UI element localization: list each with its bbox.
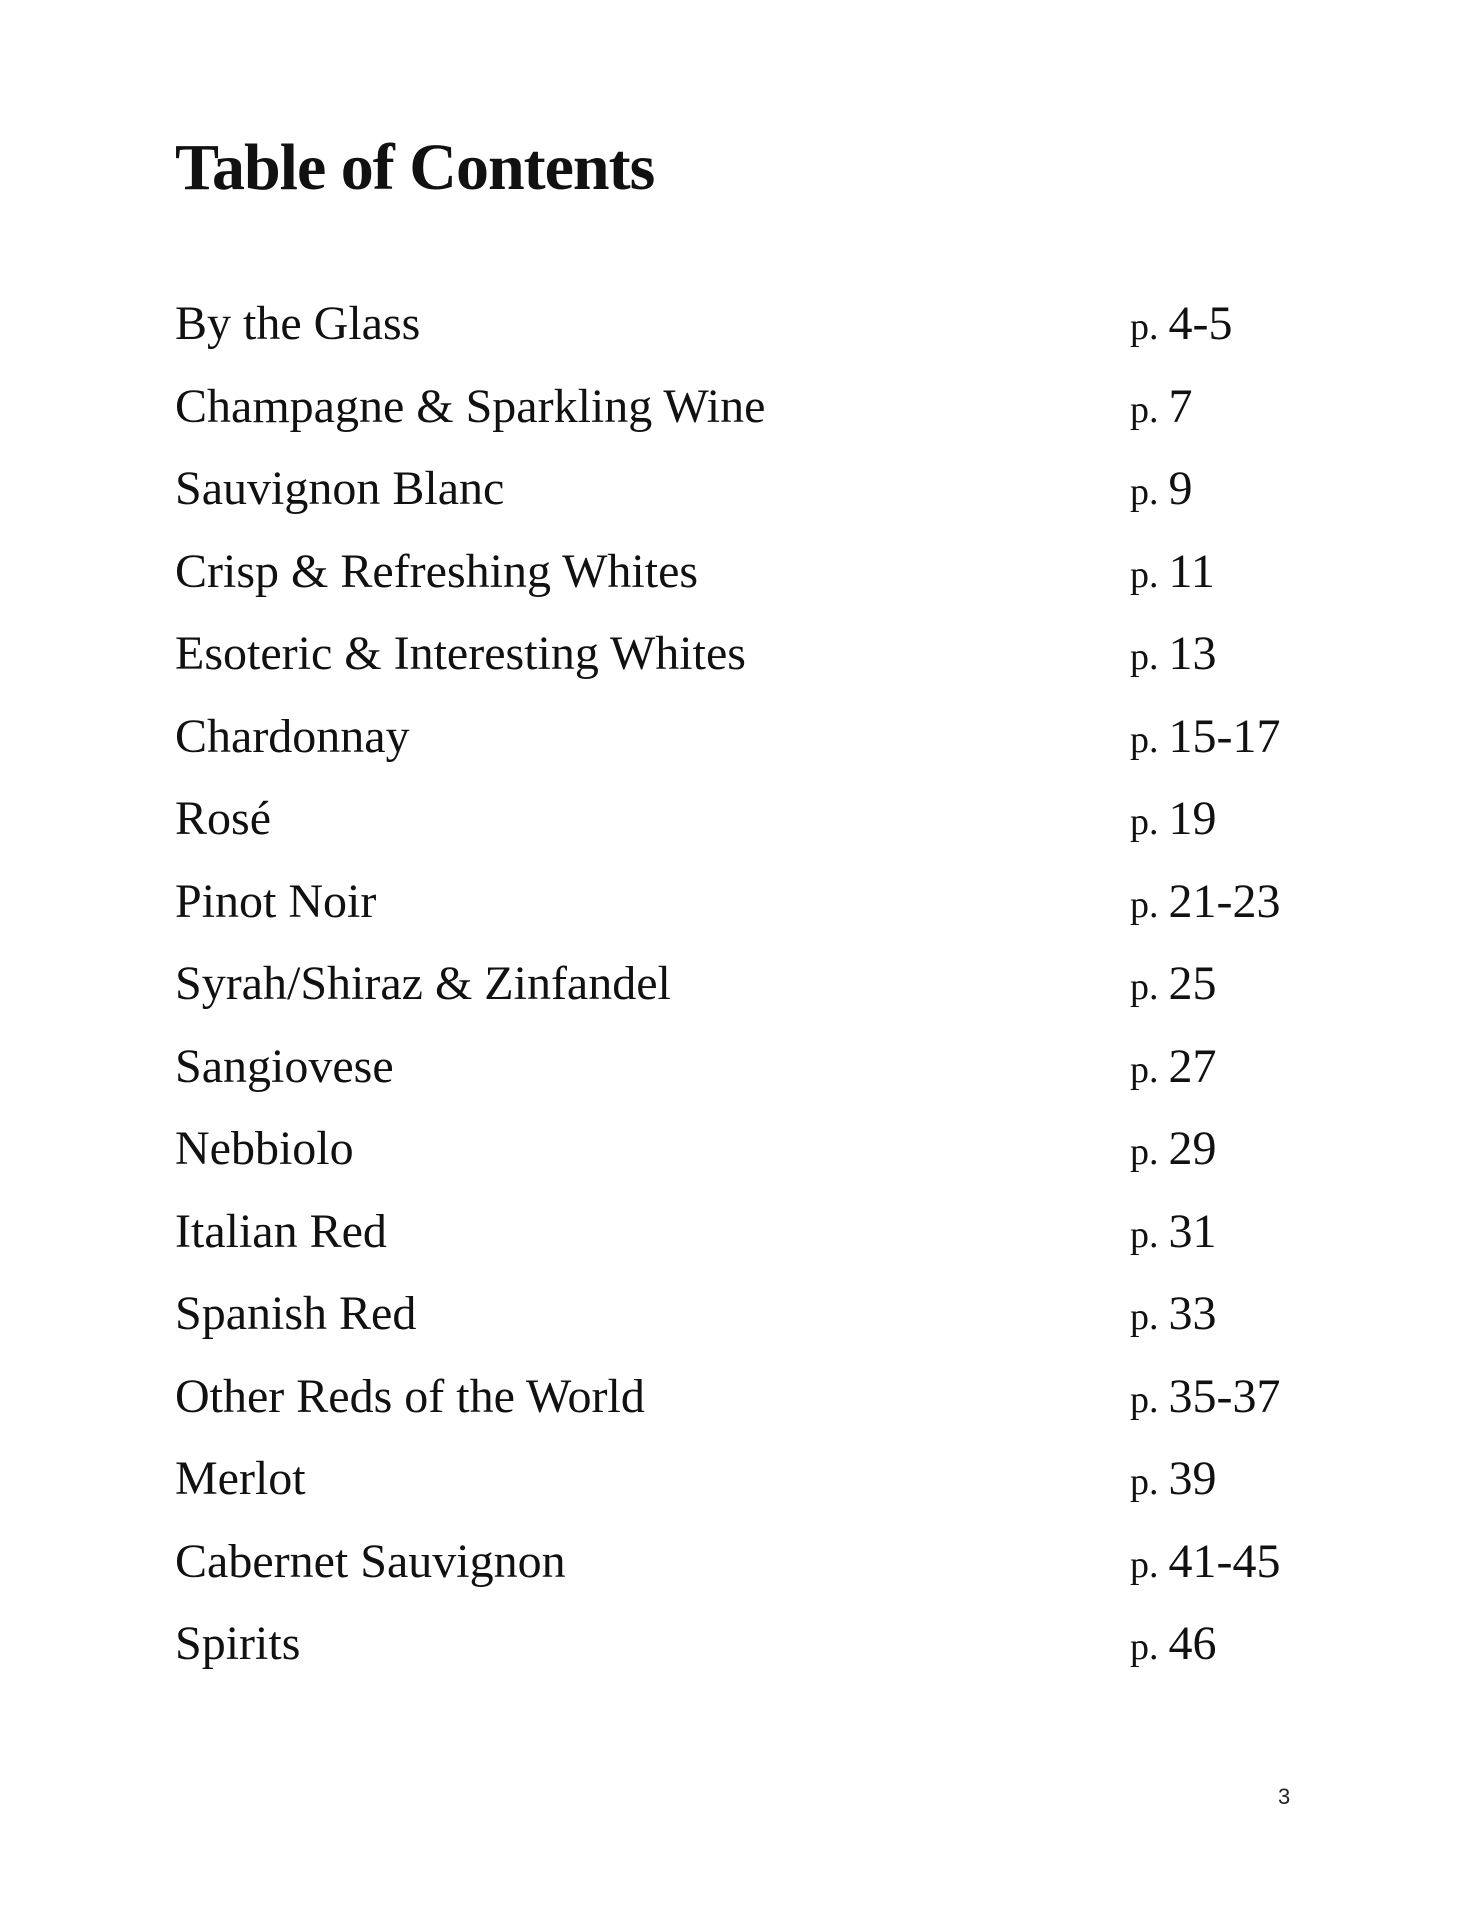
toc-page-number: 27 [1168,1039,1217,1093]
toc-entry-label: Nebbiolo [175,1122,354,1175]
toc-entry-page [1130,1369,1281,1423]
toc-entry-page [1130,1122,1217,1175]
toc-entry-label: Champagne & Sparkling Wine [175,379,766,433]
toc-page-number: 21-23 [1168,874,1281,928]
toc-page-prefix: p. [1130,883,1159,926]
toc-entry [175,1287,1375,1373]
toc-page-prefix: p. [1130,1296,1159,1338]
toc-page-number: 31 [1168,1204,1217,1258]
toc-page-prefix: p. [1130,553,1159,596]
toc-entry-label: Chardonnay [175,709,410,763]
toc-entry-label: Italian Red [175,1204,387,1258]
toc-page-prefix: p. [1130,1131,1159,1173]
toc-entry [175,1039,1375,1126]
toc-entry-page [1130,462,1193,515]
toc-entry-page [1130,544,1215,598]
toc-entry [175,544,1375,631]
toc-entry-page [1130,874,1281,928]
toc-entry-page [1130,627,1217,680]
toc-page-number: 33 [1168,1287,1217,1340]
toc-entry [175,462,1375,548]
toc-entry [175,874,1375,961]
toc-entry [175,1617,1375,1703]
toc-page-prefix: p. [1130,1048,1159,1091]
toc-page-number: 39 [1168,1452,1217,1505]
toc-entry-page [1130,709,1281,763]
toc-entry-label: Rosé [175,792,271,845]
toc-entry [175,1452,1375,1538]
toc-entry-label: Spirits [175,1617,301,1670]
toc-entry [175,627,1375,713]
toc-page-prefix: p. [1130,388,1159,431]
toc-page-number: 29 [1168,1122,1217,1175]
toc-entry [175,297,1375,383]
toc-page-number: 41-45 [1168,1534,1281,1588]
toc-entry-page [1130,792,1217,845]
toc-entry [175,379,1375,466]
toc-entry-page [1130,1039,1217,1093]
toc-entry [175,1204,1375,1291]
toc-page-number: 9 [1168,462,1193,515]
toc-list [175,297,1375,1703]
toc-page-number: 11 [1168,544,1215,598]
toc-page-number: 25 [1168,957,1217,1010]
toc-page-prefix: p. [1130,1378,1159,1421]
toc-entry-label: Sauvignon Blanc [175,462,505,515]
toc-page-prefix: p. [1130,636,1159,678]
toc-entry [175,1534,1375,1621]
toc-page-prefix: p. [1130,306,1159,348]
toc-page-number: 46 [1168,1617,1217,1670]
toc-page-prefix: p. [1130,1543,1159,1586]
page-title: Table of Contents [175,131,655,204]
toc-entry-page [1130,1452,1217,1505]
toc-page-number: 15-17 [1168,709,1281,763]
toc-page-prefix: p. [1130,1626,1159,1668]
toc-entry-page [1130,379,1193,433]
toc-entry [175,792,1375,878]
toc-entry-label: By the Glass [175,297,421,350]
toc-entry [175,957,1375,1043]
toc-entry-label: Cabernet Sauvignon [175,1534,566,1588]
toc-page-number: 35-37 [1168,1369,1281,1423]
toc-page-prefix: p. [1130,471,1159,513]
toc-entry-page [1130,1287,1217,1340]
toc-entry [175,709,1375,796]
toc-page-number: 4-5 [1168,297,1233,350]
toc-entry-label: Crisp & Refreshing Whites [175,544,699,598]
toc-page-prefix: p. [1130,1461,1159,1503]
toc-page-number: 13 [1168,627,1217,680]
toc-entry-page [1130,1204,1217,1258]
toc-entry [175,1369,1375,1456]
toc-page-number: 19 [1168,792,1217,845]
toc-page-number: 7 [1168,379,1193,433]
toc-page-prefix: p. [1130,1213,1159,1256]
toc-page-prefix: p. [1130,966,1159,1008]
toc-entry-page [1130,1534,1281,1588]
toc-entry-label: Merlot [175,1452,306,1505]
toc-entry-label: Spanish Red [175,1287,417,1340]
toc-page-prefix: p. [1130,718,1159,761]
toc-entry-label: Esoteric & Interesting Whites [175,627,746,680]
page-number: 3 [1278,1784,1291,1809]
toc-entry-label: Sangiovese [175,1039,394,1093]
toc-entry-label: Other Reds of the World [175,1369,645,1423]
toc-page-prefix: p. [1130,801,1159,843]
toc-entry-label: Syrah/Shiraz & Zinfandel [175,957,671,1010]
toc-entry-page [1130,297,1233,350]
toc-entry-page [1130,957,1217,1010]
toc-entry [175,1122,1375,1208]
toc-entry-label: Pinot Noir [175,874,377,928]
toc-entry-page [1130,1617,1217,1670]
